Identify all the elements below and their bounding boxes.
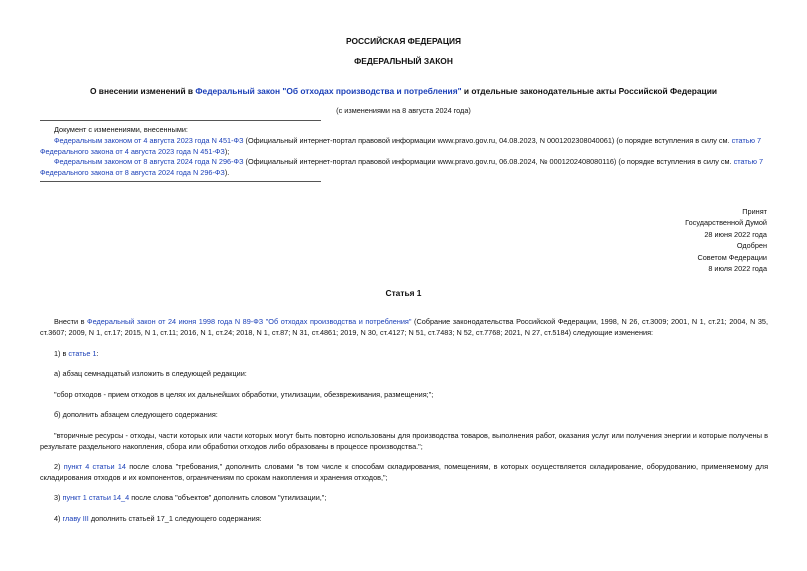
- article-paragraph-6: "вторичные ресурсы - отходы, части которых или части которых могут быть повторно использованы для производства товаров, выполнения работ, оказания услуг или получения энергии и которые получены в результате раздельного накопления, сбора или обработки отходов либо образованы в процессе производства.";: [40, 431, 768, 451]
- amendment-text-296: (Официальный интернет-портал правовой информации www.pravo.gov.ru, 06.08.2024, № 0001202408080116) (о порядке вступления в силу см.: [243, 157, 734, 166]
- article-paragraph-7: [40, 462, 768, 483]
- title-post: и отдельные законодательные акты Российской Федерации: [461, 86, 718, 96]
- changes-item-1: [40, 136, 768, 157]
- divider-bottom: [40, 181, 321, 182]
- adoption-line: 8 июля 2022 года: [708, 264, 767, 274]
- amendment-link-451[interactable]: Федеральным законом от 4 августа 2023 года N 451-ФЗ: [54, 136, 244, 145]
- p1-pre: Внести в: [54, 317, 88, 326]
- p1-text: (Собрание законодательства Российской Федерации, 1998, N 26, ст.3009; 2001, N 1, ст.21; 2004, N 35, ст.3607; 2009, N 1, ст.17; 2015, N 1, ст.11; 2016, N 1, ст.24; 2018, N 1, ст.87; N 31, ст.4861; 2019, N 30, ст.4127; N 51, ст.7483; N 52, ст.7768; 2021, N 27, ст.5184) следующие изменения:: [40, 317, 768, 337]
- amendment-end-296: ).: [224, 167, 230, 177]
- adoption-line: 28 июня 2022 года: [704, 229, 767, 239]
- article7-link-296[interactable]: статью 7 Федерального закона от 8 августа 2024 года N 296-ФЗ: [40, 157, 764, 177]
- p7-text: после слова "требования," дополнить словами "в том числе к способам складирования, помещениям, в которых осуществляется складирование, оборудованию, применяемому для складирования отходов и их компонентов, ограничениям по срокам накопления и хранения отходов,";: [40, 462, 769, 482]
- article-paragraph-5: б) дополнить абзацем следующего содержания:: [54, 410, 218, 419]
- article-paragraph-4: "сбор отходов - прием отходов в целях их дальнейших обработки, утилизации, обезвреживания, размещения;";: [54, 390, 434, 399]
- chapter-3-link[interactable]: главу III: [62, 514, 89, 523]
- article-paragraph-3: а) абзац семнадцатый изложить в следующей редакции:: [54, 369, 247, 378]
- amendment-end-451: );: [224, 146, 230, 156]
- adoption-line: Одобрен: [736, 241, 767, 251]
- adoption-block: [627, 206, 767, 274]
- p9-text: дополнить статьей 17_1 следующего содержания:: [88, 514, 262, 523]
- adoption-line: Государственной Думой: [685, 218, 767, 228]
- article-14-link[interactable]: пункт 4 статьи 14: [63, 462, 126, 471]
- p9-pre: 4): [54, 514, 63, 523]
- article-paragraph-1: [40, 317, 768, 338]
- article-paragraph-8: [54, 493, 326, 504]
- amendment-link-296[interactable]: Федеральным законом от 8 августа 2024 года N 296-ФЗ: [54, 157, 244, 166]
- changes-intro: Документ с изменениями, внесенными:: [54, 125, 188, 134]
- revision-note: (с изменениями на 8 августа 2024 года): [336, 106, 471, 115]
- article-14-4-link[interactable]: пункт 1 статьи 14_4: [62, 493, 130, 502]
- doc-type-heading: ФЕДЕРАЛЬНЫЙ ЗАКОН: [354, 56, 453, 66]
- article-paragraph-9: [54, 514, 262, 525]
- adoption-line: Принят: [742, 207, 767, 216]
- article-1-link[interactable]: статье 1: [68, 349, 97, 358]
- p8-pre: 3): [54, 493, 63, 502]
- country-heading: РОССИЙСКАЯ ФЕДЕРАЦИЯ: [345, 36, 462, 46]
- adoption-line: Советом Федерации: [697, 252, 767, 262]
- article-paragraph-2: [54, 349, 99, 360]
- p7-pre: 2): [54, 462, 64, 471]
- title-pre: О внесении изменений в: [89, 86, 196, 96]
- divider-top: [40, 120, 321, 121]
- law-title: [0, 86, 807, 96]
- law-89fz-link[interactable]: Федеральный закон от 24 июня 1998 года N 89-ФЗ "Об отходах производства и потребления": [87, 317, 412, 326]
- article7-link-451[interactable]: статью 7 Федерального закона от 4 августа 2023 года N 451-ФЗ: [40, 136, 762, 156]
- amendment-text-451: (Официальный интернет-портал правовой информации www.pravo.gov.ru, 04.08.2023, N 0001202308040061) (о порядке вступления в силу см.: [243, 136, 732, 145]
- changes-item-2: [40, 157, 768, 178]
- p8-text: после слова "объектов" дополнить словом "утилизации,";: [129, 493, 327, 502]
- title-law-link[interactable]: Федеральный закон "Об отходах производства и потребления": [195, 86, 462, 96]
- p2-post: :: [96, 349, 99, 358]
- article-heading: Статья 1: [385, 288, 422, 298]
- p2-pre: 1) в: [54, 349, 69, 358]
